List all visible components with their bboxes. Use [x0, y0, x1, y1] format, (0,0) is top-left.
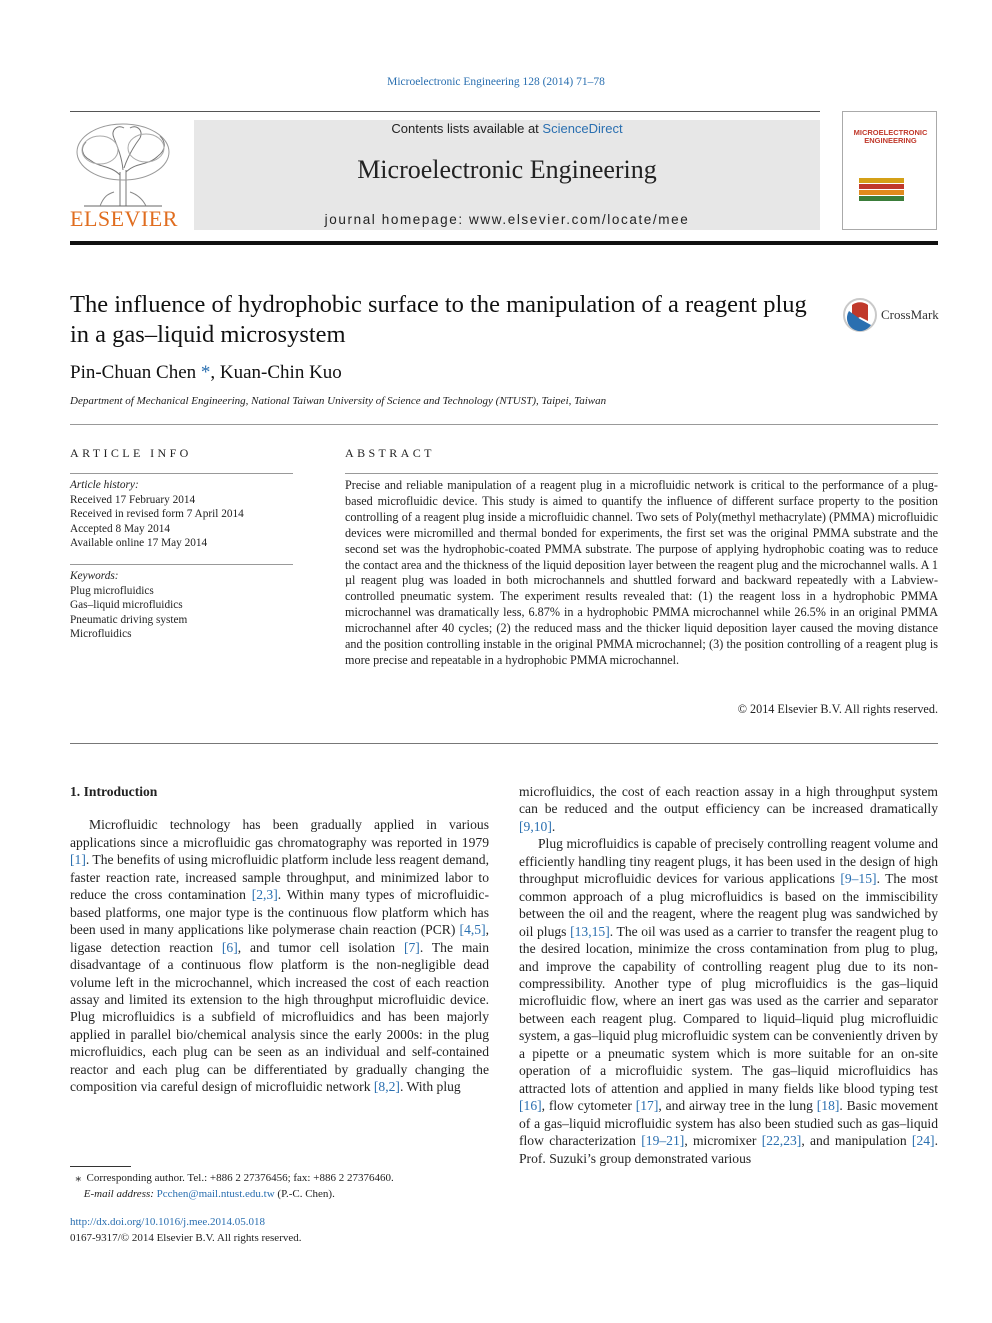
cover-bar-green [859, 196, 904, 201]
citation-link[interactable]: [9–15] [840, 871, 877, 887]
authors [70, 362, 342, 384]
article-info-heading: ARTICLE INFO [70, 446, 192, 460]
footnote [70, 1171, 510, 1202]
sciencedirect-link[interactable]: ScienceDirect [542, 121, 623, 136]
header-top-rule [70, 111, 820, 112]
body-paragraph: Microfluidic technology has been gradually applied in various applications since a microfluidic gas chromatography was reported in 1979 [1]. The benefits of using microfluidic platform include less reagent demand, faster reaction rate, increased sample throughput, and minimized labor to reduce the cross contamination [2,3]. Within many types of microfluidic-based platforms, one major type is the continuous flow platform which has been used in many applications like polymerase chain reaction (PCR) [4,5], ligase detection reaction [6], and tumor cell isolation [7]. The main disadvantage of a continuous flow platform is the non-negligible dead volume left in the microchannel, which increased the cost of each reaction assay and limited its extension to the high throughput microfluidic device. Plug microfluidics is a subfield of microfluidics and has been majorly applied in parallel bio/chemical analysis since the early 2000s: in the plug microfluidics, each plug can be seen as an individual and self-contained reactor and each plug can be differentiated by gradually changing the composition via careful design of microfluidic network [8,2]. With plug [70, 817, 490, 1095]
article-history [70, 478, 300, 551]
keywords-label: Keywords: [70, 570, 119, 582]
header-bottom-rule [70, 241, 938, 245]
keyword: Pneumatic driving system [70, 613, 188, 626]
crossmark-badge[interactable] [843, 297, 943, 335]
issn-copyright: 0167-9317/© 2014 Elsevier B.V. All rights reserved. [70, 1231, 302, 1244]
elsevier-logo [70, 120, 176, 232]
abstract-text: Precise and reliable manipulation of a reagent plug in a microfluidic network is critical to the performance of a plug-based microfluidic device. This study is aimed to quantify the influence of different surface property to the position controlling of a reagent plug inside a microfluidic channel. Two sets of Poly(methyl methacrylate) (PMMA) microfluidic devices were micromilled and thermal bonded for experiments, the first set was the original PMMA substrate and the second set was the hydrophobic-coated PMMA substrate. The purpose of applying hydrophobic coating was to reduce the contact area and the thickness of the liquid deposition layer between the reagent plug and the microchannel walls. A 1 µl reagent plug was loaded in both microchannels and shuttled forward and backward repeatedly with a Labview-controlled pneumatic system. The experiment results revealed that: (1) the reagent loss in a hydrophobic PMMA microchannel was dramatically less, 6.87% in a hydrophobic PMMA microchannel while 26.5% in an original PMMA microchannel after 40 cycles; (2) the reduced mass and the thicker liquid deposition layer caused the moving distance and the position controlling instable in the original PMMA microchannel; (3) the position controlling of a reagent plug is more precise and repeatable in a hydrophobic PMMA microchannel. [345, 478, 938, 667]
citation-link[interactable]: [18] [816, 1098, 840, 1114]
citation-link[interactable]: [9,10] [519, 818, 552, 834]
journal-name: Microelectronic Engineering [357, 155, 657, 184]
citation-link[interactable]: [4,5] [459, 922, 486, 938]
author-2[interactable]: Kuan-Chin Kuo [219, 362, 342, 383]
cover-title: MICROELECTRONIC ENGINEERING [853, 128, 928, 145]
divider [345, 473, 938, 474]
cover-bar-yellow [859, 178, 904, 183]
citation-link[interactable]: [19–21] [641, 1133, 685, 1149]
section-heading-introduction: 1. Introduction [70, 784, 158, 799]
journal-reference[interactable]: Microelectronic Engineering 128 (2014) 71–78 [387, 76, 605, 88]
citation-link[interactable]: [8,2] [373, 1079, 400, 1095]
citation-link[interactable]: [7] [403, 939, 420, 955]
email-note: E-mail address: Pcchen@mail.ntust.edu.tw (P.-C. Chen). [83, 1187, 335, 1200]
contents-line [194, 121, 820, 136]
history-item: Received in revised form 7 April 2014 [70, 508, 244, 520]
email-label: E-mail address: [83, 1187, 154, 1200]
history-item: Accepted 8 May 2014 [70, 522, 171, 535]
divider [70, 473, 293, 474]
divider [70, 743, 938, 744]
footnote-rule [70, 1166, 131, 1167]
body-right-column [519, 783, 938, 1167]
doi-link[interactable]: http://dx.doi.org/10.1016/j.mee.2014.05.018 [70, 1216, 266, 1228]
keyword: Plug microfluidics [70, 584, 154, 597]
affiliation: Department of Mechanical Engineering, National Taiwan University of Science and Technology (NTUST), Taipei, Taiwan [70, 395, 607, 407]
doi-block [70, 1215, 302, 1246]
article-title: The influence of hydrophobic surface to the manipulation of a reagent plug in a gas–liquid microsystem [70, 291, 807, 348]
journal-homepage[interactable]: journal homepage: www.elsevier.com/locate/mee [324, 212, 690, 227]
citation-link[interactable]: [13,15] [570, 923, 610, 939]
divider [70, 424, 938, 425]
author-1[interactable]: Pin-Chuan Chen [70, 362, 197, 383]
elsevier-tree-icon [70, 120, 176, 208]
corresponding-author-star[interactable]: * [200, 362, 211, 383]
keyword: Microfluidics [70, 628, 132, 640]
cover-bar-red [859, 184, 904, 189]
email-link[interactable]: Pcchen@mail.ntust.edu.tw [156, 1187, 275, 1200]
author-separator: , [210, 362, 220, 383]
citation-link[interactable]: [24] [911, 1133, 935, 1149]
abstract-copyright: © 2014 Elsevier B.V. All rights reserved. [737, 702, 938, 716]
keywords [70, 569, 300, 642]
crossmark-label: CrossMark [881, 307, 939, 322]
keyword: Gas–liquid microfluidics [70, 599, 183, 611]
crossmark-icon [843, 297, 877, 333]
citation-link[interactable]: [2,3] [251, 887, 278, 903]
abstract-heading: ABSTRACT [345, 446, 435, 460]
elsevier-wordmark: ELSEVIER [70, 206, 178, 231]
body-paragraph: microfluidics, the cost of each reaction assay in a high throughput system can be reduced and the output efficiency can be increased dramatically [9,10]. [519, 784, 938, 834]
contents-prefix: Contents lists available at [391, 121, 543, 136]
history-label: Article history: [70, 479, 139, 491]
citation-link[interactable]: [1] [70, 852, 86, 868]
body-paragraph: Plug microfluidics is capable of precisely controlling reagent volume and efficiently handling tiny reagent plugs, it has been used in the design of high throughput microfluidic devices for various applications [9–15]. The most common approach of a plug microfluidics is based on the immiscibility between the oil and the reagent, where the reagent plug was sandwiched by oil plugs [13,15]. The oil was used as a carrier to transfer the reagent plug to the desired location, minimize the cross contamination from plug to plug, and improve the capability of controlling reagent plug due to its non-compressibility. Another type of plug microfluidics is the gas–liquid microfluidic flow, where an inert gas was used as the carrier and separator between each reagent plug. Compared to liquid–liquid plug microfluidic system, a gas–liquid plug microfluidic system can be conveniently driven by a pipette or a pneumatic system which is more suitable for an on-site operation of a microfluidic system. The gas–liquid microfluidics has attracted lots of attention and applied in many fields like blood typing test [16], flow cytometer [17], and airway tree in the lung [18]. Basic movement of a gas–liquid microfluidic system has also been studied such as gas–liquid flow characterization [19–21], micromixer [22,23], and manipulation [24]. Prof. Suzuki’s group demonstrated various [519, 836, 938, 1166]
divider [70, 564, 293, 565]
cover-bar-orange [859, 190, 904, 195]
corresponding-author-note: ⁎ Corresponding author. Tel.: +886 2 27376456; fax: +886 2 27376460. [75, 1172, 394, 1184]
citation-link[interactable]: [17] [635, 1098, 659, 1114]
history-item: Received 17 February 2014 [70, 493, 196, 506]
citation-link[interactable]: [22,23] [761, 1133, 802, 1149]
body-left-column [70, 783, 489, 1096]
citation-link[interactable]: [16] [519, 1098, 542, 1114]
history-item: Available online 17 May 2014 [70, 537, 208, 549]
journal-cover-thumbnail[interactable] [842, 111, 937, 230]
citation-link[interactable]: [6] [221, 939, 238, 955]
